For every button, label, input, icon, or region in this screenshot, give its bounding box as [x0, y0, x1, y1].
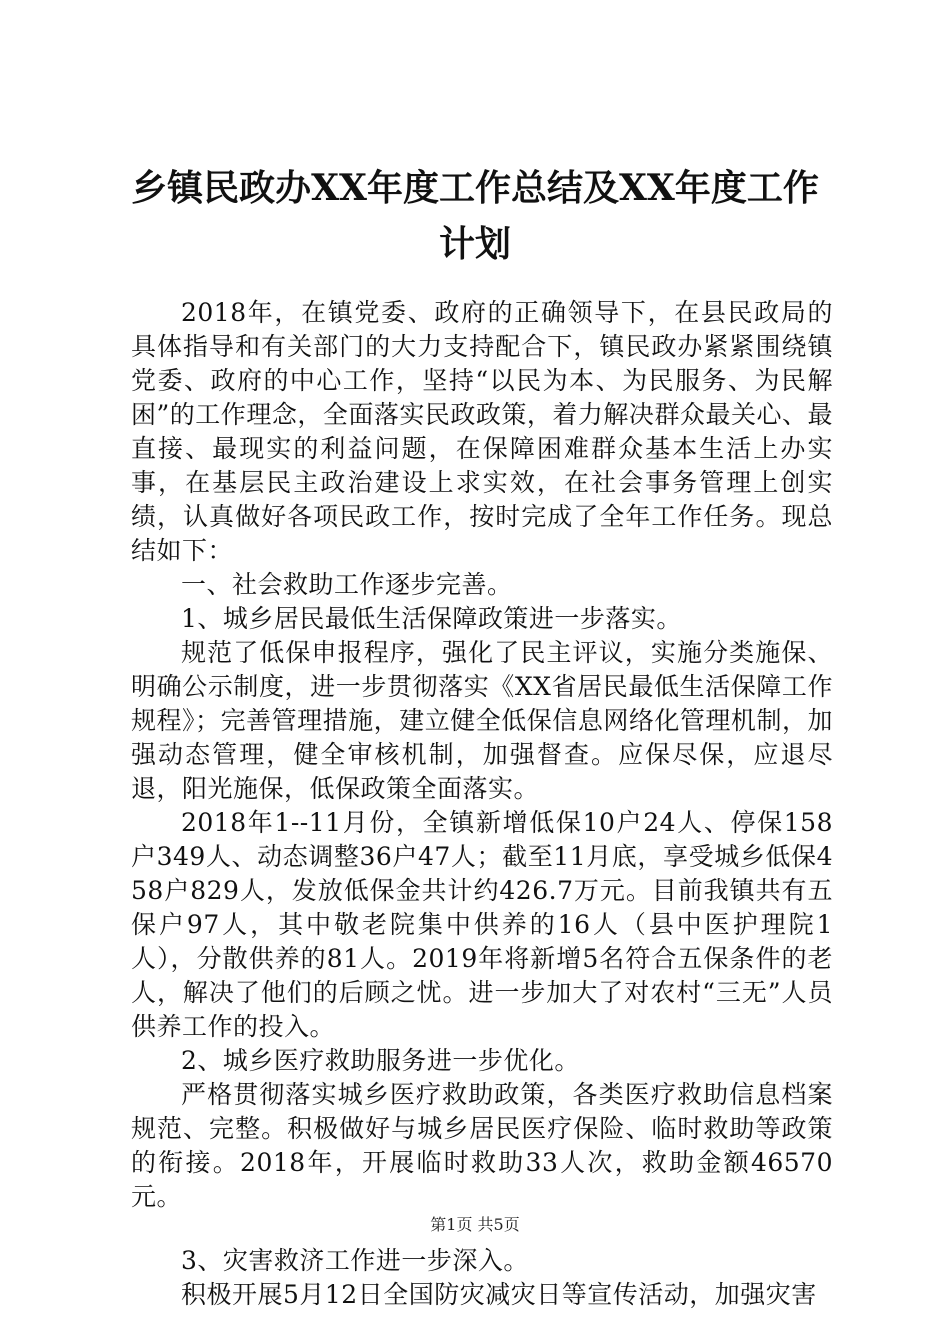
page-indicator: 第1页 共5页: [430, 1215, 520, 1234]
document-body: [131, 296, 833, 1312]
subheading-minimum-living-security: 1、城乡居民最低生活保障政策进一步落实。: [181, 604, 682, 633]
document-title: 乡镇民政办XX年度工作总结及XX年度工作计划: [131, 167, 819, 265]
paragraph-intro: 2018年，在镇党委、政府的正确领导下，在县民政局的具体指导和有关部门的大力支持配合下，镇民政办紧紧围绕镇党委、政府的中心工作，坚持“以民为本、为民服务、为民解困”的工作理念，全面落实民政政策，着力解决群众最关心、最直接、最现实的利益问题，在保障困难群众基本生活上办实事，在基层民主政治建设上求实效，在社会事务管理上创实绩，认真做好各项民政工作，按时完成了全年工作任务。现总结如下：: [131, 298, 833, 565]
page-footer: [0, 1215, 950, 1235]
paragraph-disaster-relief: 积极开展5月12日全国防灾减灾日等宣传活动，加强灾害: [181, 1280, 817, 1309]
paragraph-minimum-living-statistics: 2018年1--11月份，全镇新增低保10户24人、停保158户349人、动态调整36户47人；截至11月底，享受城乡低保458户829人，发放低保金共计约426.7万元。目前我镇共有五保户97人，其中敬老院集中供养的16人（县中医护理院1人），分散供养的81人。2019年将新增5名符合五保条件的老人，解决了他们的后顾之忧。进一步加大了对农村“三无”人员供养工作的投入。: [131, 808, 833, 1041]
subheading-medical-assistance: 2、城乡医疗救助服务进一步优化。: [181, 1046, 580, 1075]
section-heading-social-assistance: 一、社会救助工作逐步完善。: [181, 570, 513, 599]
subheading-disaster-relief: 3、灾害救济工作进一步深入。: [181, 1246, 529, 1275]
paragraph-minimum-living-policy: 规范了低保申报程序，强化了民主评议，实施分类施保、明确公示制度，进一步贯彻落实《XX省居民最低生活保障工作规程》；完善管理措施，建立健全低保信息网络化管理机制，加强动态管理，健全审核机制，加强督查。应保尽保，应退尽退，阳光施保，低保政策全面落实。: [131, 638, 833, 803]
paragraph-medical-assistance: 严格贯彻落实城乡医疗救助政策，各类医疗救助信息档案规范、完整。积极做好与城乡居民医疗保险、临时救助等政策的衔接。2018年，开展临时救助33人次，救助金额46570元。: [131, 1080, 833, 1211]
